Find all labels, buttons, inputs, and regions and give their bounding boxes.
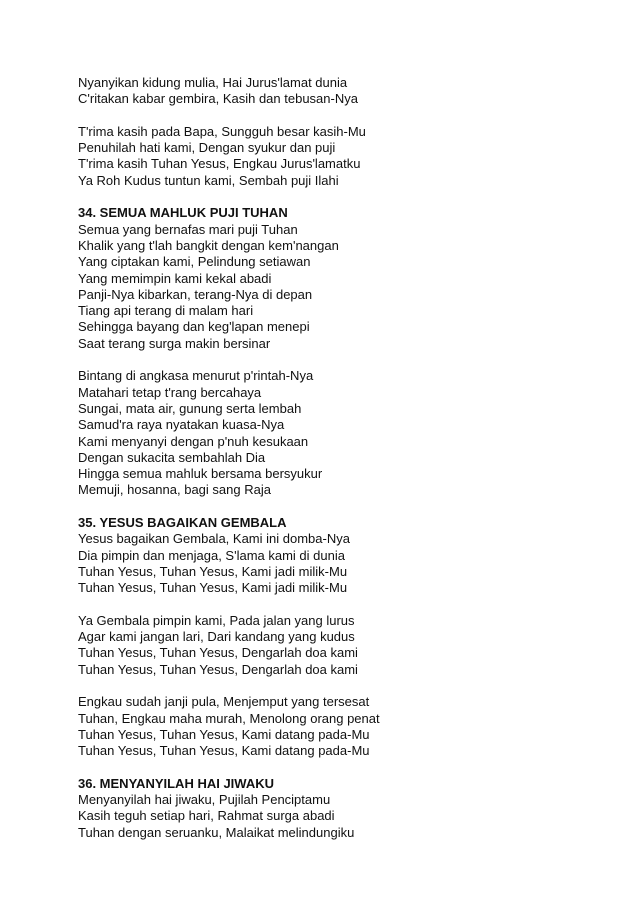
lyric-line: Panji-Nya kibarkan, terang-Nya di depan bbox=[78, 286, 313, 302]
lyric-line: Penuhilah hati kami, Dengan syukur dan puji bbox=[78, 140, 336, 156]
lyric-line: Kami menyanyi dengan p'nuh kesukaan bbox=[78, 433, 309, 449]
song-stanza bbox=[78, 792, 578, 841]
lyric-line: Yesus bagaikan Gembala, Kami ini domba-Nya bbox=[78, 531, 350, 547]
lyric-line: Kasih teguh setiap hari, Rahmat surga abadi bbox=[78, 808, 335, 824]
lyric-line: Dia pimpin dan menjaga, S'lama kami di dunia bbox=[78, 547, 345, 563]
lyric-line: Samud'ra raya nyatakan kuasa-Nya bbox=[78, 417, 285, 433]
lyric-line: Dengan sukacita sembahlah Dia bbox=[78, 449, 266, 465]
lyric-line: Menyanyilah hai jiwaku, Pujilah Penciptamu bbox=[78, 792, 331, 808]
lyric-line: Tuhan dengan seruanku, Malaikat melindungiku bbox=[78, 824, 355, 840]
lyric-line: Hingga semua mahluk bersama bersyukur bbox=[78, 466, 323, 482]
lyric-line: Tuhan Yesus, Tuhan Yesus, Kami datang pada-Mu bbox=[78, 743, 370, 759]
lyric-line: Sungai, mata air, gunung serta lembah bbox=[78, 400, 302, 416]
song-stanza bbox=[78, 222, 578, 352]
lyric-line: Memuji, hosanna, bagi sang Raja bbox=[78, 482, 271, 498]
song-stanza bbox=[78, 531, 578, 596]
lyric-line: Semua yang bernafas mari puji Tuhan bbox=[78, 221, 298, 237]
lyric-line: Khalik yang t'lah bangkit dengan kem'nangan bbox=[78, 237, 339, 253]
lyric-line: Agar kami jangan lari, Dari kandang yang kudus bbox=[78, 629, 355, 645]
lyric-line: Matahari tetap t'rang bercahaya bbox=[78, 384, 262, 400]
lyrics-content bbox=[78, 75, 578, 857]
lyric-line: Saat terang surga makin bersinar bbox=[78, 335, 271, 351]
lyric-line: Tuhan Yesus, Tuhan Yesus, Kami jadi milik-Mu bbox=[78, 580, 348, 596]
lyric-line: Sehingga bayang dan keg'lapan menepi bbox=[78, 319, 310, 335]
song-34 bbox=[78, 205, 578, 498]
lyric-line: Tuhan, Engkau maha murah, Menolong orang penat bbox=[78, 710, 380, 726]
song-title: 35. YESUS BAGAIKAN GEMBALA bbox=[78, 515, 287, 531]
song-title: 36. MENYANYILAH HAI JIWAKU bbox=[78, 775, 274, 791]
lyric-line: Tuhan Yesus, Tuhan Yesus, Dengarlah doa kami bbox=[78, 645, 358, 661]
intro-stanza bbox=[78, 124, 578, 189]
lyric-line: Ya Gembala pimpin kami, Pada jalan yang lurus bbox=[78, 612, 355, 628]
lyric-line: Tuhan Yesus, Tuhan Yesus, Kami datang pada-Mu bbox=[78, 726, 370, 742]
lyric-line: Yang memimpin kami kekal abadi bbox=[78, 270, 272, 286]
lyric-line: Tuhan Yesus, Tuhan Yesus, Kami jadi milik-Mu bbox=[78, 563, 348, 579]
lyric-line: Engkau sudah janji pula, Menjemput yang tersesat bbox=[78, 694, 370, 710]
lyric-line: Tiang api terang di malam hari bbox=[78, 303, 254, 319]
song-36 bbox=[78, 776, 578, 841]
lyric-line: Bintang di angkasa menurut p'rintah-Nya bbox=[78, 368, 314, 384]
lyric-line: Tuhan Yesus, Tuhan Yesus, Dengarlah doa kami bbox=[78, 661, 358, 677]
lyric-line: T'rima kasih pada Bapa, Sungguh besar kasih-Mu bbox=[78, 123, 366, 139]
lyric-line: Nyanyikan kidung mulia, Hai Jurus'lamat dunia bbox=[78, 75, 348, 90]
song-title: 34. SEMUA MAHLUK PUJI TUHAN bbox=[78, 205, 288, 221]
song-stanza bbox=[78, 613, 578, 678]
song-stanza bbox=[78, 694, 578, 759]
lyric-line: C'ritakan kabar gembira, Kasih dan tebusan-Nya bbox=[78, 91, 358, 107]
intro-stanza bbox=[78, 75, 578, 108]
lyric-line: Yang ciptakan kami, Pelindung setiawan bbox=[78, 254, 311, 270]
lyric-line: T'rima kasih Tuhan Yesus, Engkau Jurus'lamatku bbox=[78, 156, 361, 172]
song-35 bbox=[78, 515, 578, 759]
song-stanza bbox=[78, 368, 578, 498]
lyric-line: Ya Roh Kudus tuntun kami, Sembah puji Ilahi bbox=[78, 172, 339, 188]
